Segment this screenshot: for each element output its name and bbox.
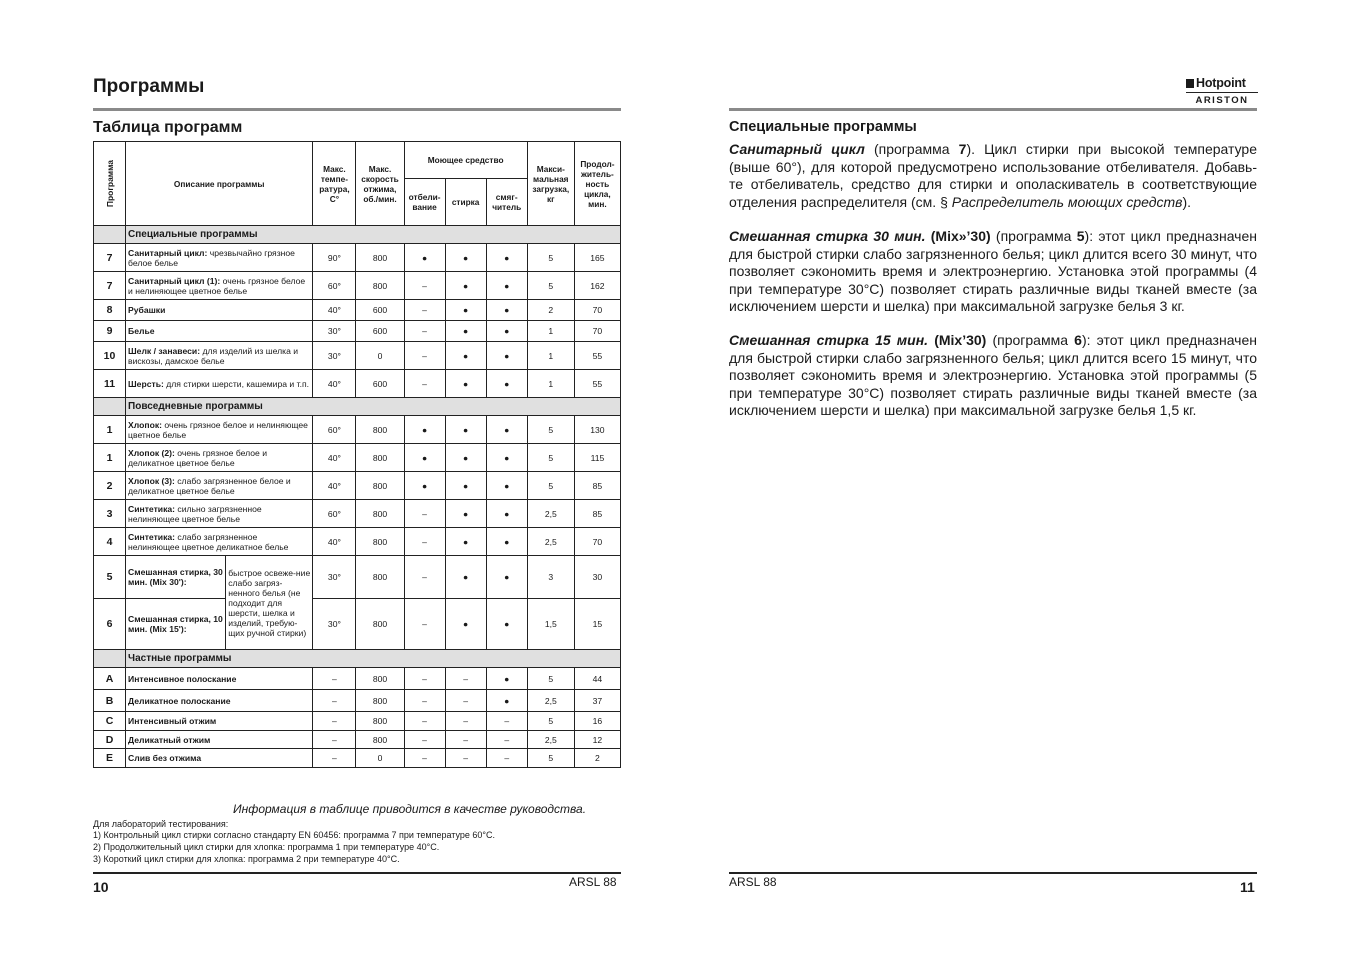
program-number: B xyxy=(94,690,126,712)
table-row xyxy=(94,599,621,650)
table-cell: 55 xyxy=(574,342,620,370)
table-cell: – xyxy=(404,731,445,749)
table-cell: 60° xyxy=(313,500,356,528)
table-cell: 600 xyxy=(356,321,404,342)
table-cell: 0 xyxy=(356,342,404,370)
table-cell: – xyxy=(445,749,486,768)
program-number: 7 xyxy=(94,244,126,272)
footnote-intro: Для лабораторий тестирования: xyxy=(93,819,229,829)
footnote-1: 1) Контрольный цикл стирки согласно стандарту EN 60456: программа 7 при температуре 60°C. xyxy=(93,830,496,840)
table-cell: 85 xyxy=(574,500,620,528)
table-cell: 2 xyxy=(527,300,574,321)
table-cell: ● xyxy=(486,599,527,650)
table-cell: 30° xyxy=(313,342,356,370)
program-number: 4 xyxy=(94,528,126,556)
table-cell: 40° xyxy=(313,528,356,556)
program-description: Синтетика: сильно загрязненное нелиняющее цветное белье xyxy=(126,500,313,528)
table-cell: 800 xyxy=(356,272,404,300)
table-cell: 800 xyxy=(356,690,404,712)
table-cell: 2,5 xyxy=(527,731,574,749)
program-number: 3 xyxy=(94,500,126,528)
program-number: 11 xyxy=(94,370,126,398)
table-cell: ● xyxy=(445,272,486,300)
table-cell: 60° xyxy=(313,272,356,300)
table-cell: ● xyxy=(486,668,527,690)
table-row xyxy=(94,416,621,444)
table-cell: – xyxy=(404,528,445,556)
table-row xyxy=(94,472,621,500)
header-softener: смяг- читель xyxy=(486,179,527,226)
table-cell: – xyxy=(404,342,445,370)
table-cell: – xyxy=(313,690,356,712)
section-title: Частные программы xyxy=(126,650,621,668)
program-description: Смешанная стирка, 30 мин. (Mix 30'): xyxy=(126,556,226,599)
header-bleach: отбели- вание xyxy=(404,179,445,226)
program-description: Интенсивный отжим xyxy=(126,712,313,731)
table-cell: 800 xyxy=(356,599,404,650)
table-row xyxy=(94,300,621,321)
section-spacer xyxy=(94,650,126,668)
table-cell: 70 xyxy=(574,528,620,556)
table-cell: – xyxy=(404,321,445,342)
program-description: Синтетика: слабо загрязненное нелиняющее цветное деликатное белье xyxy=(126,528,313,556)
table-cell: 800 xyxy=(356,528,404,556)
title-divider xyxy=(93,108,621,111)
section-row xyxy=(94,650,621,668)
page-number-right: 11 xyxy=(1240,879,1255,895)
table-cell: ● xyxy=(486,370,527,398)
table-cell: – xyxy=(404,599,445,650)
table-cell: ● xyxy=(486,444,527,472)
program-number: 2 xyxy=(94,472,126,500)
program-number: E xyxy=(94,749,126,768)
table-cell: – xyxy=(404,712,445,731)
program-description: Деликатный отжим xyxy=(126,731,313,749)
program-description: Шерсть: для стирки шерсти, кашемира и т.п. xyxy=(126,370,313,398)
program-number: 1 xyxy=(94,416,126,444)
table-cell: ● xyxy=(445,342,486,370)
table-cell: 800 xyxy=(356,500,404,528)
table-cell: – xyxy=(404,272,445,300)
section-row xyxy=(94,226,621,244)
table-cell: 800 xyxy=(356,712,404,731)
program-description: Деликатное полоскание xyxy=(126,690,313,712)
table-row xyxy=(94,668,621,690)
section-spacer xyxy=(94,398,126,416)
table-cell: 800 xyxy=(356,244,404,272)
paragraph-mix30: Смешанная стирка 30 мин. (Mix»’30) (программа 5): этот цикл предназначен для быстрой стирки слабо загрязненного белья; цикл длится всего 30 минут, что позволяет сэкономить время и электроэнергию. Установка этой программы (4 при температуре 30°C) позволяет стирать различные виды тканей вместе (за исключением шерсти и шелка) при максимальной загрузке белья 3 кг. xyxy=(729,228,1257,314)
table-cell: – xyxy=(404,300,445,321)
table-cell: ● xyxy=(445,556,486,599)
header-program: Программа xyxy=(94,142,126,226)
table-cell: ● xyxy=(445,370,486,398)
table-cell: ● xyxy=(445,500,486,528)
header-duration: Продол- житель- ность цикла, мин. xyxy=(574,142,620,226)
table-title: Таблица программ xyxy=(93,119,243,136)
program-description: Санитарный цикл (1): очень грязное белое и нелиняющее цветное белье xyxy=(126,272,313,300)
table-cell: 16 xyxy=(574,712,620,731)
table-cell: ● xyxy=(486,528,527,556)
table-cell: ● xyxy=(486,690,527,712)
section-row xyxy=(94,398,621,416)
program-description: Смешанная стирка, 10 мин. (Mix 15'): xyxy=(126,599,226,650)
table-cell: 5 xyxy=(527,712,574,731)
program-description: Слив без отжима xyxy=(126,749,313,768)
program-number: A xyxy=(94,668,126,690)
table-row xyxy=(94,712,621,731)
table-cell: 600 xyxy=(356,300,404,321)
table-cell: ● xyxy=(486,472,527,500)
table-cell: 30° xyxy=(313,599,356,650)
table-cell: 40° xyxy=(313,300,356,321)
table-cell: 1,5 xyxy=(527,599,574,650)
table-cell: 1 xyxy=(527,342,574,370)
program-description: Хлопок: очень грязное белое и нелиняющее цветное белье xyxy=(126,416,313,444)
section-title: Специальные программы xyxy=(126,226,621,244)
model-left: ARSL 88 xyxy=(569,875,617,889)
table-cell: 55 xyxy=(574,370,620,398)
table-cell: ● xyxy=(404,444,445,472)
header-speed: Макс. скорость отжима, об./мин. xyxy=(356,142,404,226)
program-number: 7 xyxy=(94,272,126,300)
header-temp: Макс. темпе- ратура, C° xyxy=(313,142,356,226)
table-cell: ● xyxy=(486,342,527,370)
table-cell: – xyxy=(445,690,486,712)
table-cell: – xyxy=(404,690,445,712)
section-spacer xyxy=(94,226,126,244)
table-row xyxy=(94,500,621,528)
table-cell: ● xyxy=(445,321,486,342)
table-cell: – xyxy=(445,712,486,731)
table-cell: 70 xyxy=(574,300,620,321)
table-cell: ● xyxy=(445,300,486,321)
table-cell: 5 xyxy=(527,444,574,472)
program-number: D xyxy=(94,731,126,749)
footer-divider-left xyxy=(93,872,621,874)
header-wash: стирка xyxy=(445,179,486,226)
table-cell: 30° xyxy=(313,321,356,342)
program-description: Интенсивное полоскание xyxy=(126,668,313,690)
header-detergent: Моющее средство xyxy=(404,142,527,179)
table-cell: ● xyxy=(486,321,527,342)
title-divider-right xyxy=(729,108,1257,111)
table-cell: 5 xyxy=(527,244,574,272)
table-cell: 5 xyxy=(527,272,574,300)
table-cell: – xyxy=(404,668,445,690)
table-row xyxy=(94,342,621,370)
program-description: Белье xyxy=(126,321,313,342)
program-number: 10 xyxy=(94,342,126,370)
table-row xyxy=(94,444,621,472)
table-cell: 115 xyxy=(574,444,620,472)
table-cell: 30° xyxy=(313,556,356,599)
table-cell: ● xyxy=(445,472,486,500)
table-cell: 12 xyxy=(574,731,620,749)
program-number: 6 xyxy=(94,599,126,650)
table-cell: ● xyxy=(445,244,486,272)
table-cell: 0 xyxy=(356,749,404,768)
table-cell: 162 xyxy=(574,272,620,300)
table-cell: ● xyxy=(445,599,486,650)
program-number: 5 xyxy=(94,556,126,599)
page-number-left: 10 xyxy=(93,879,109,895)
footer-divider-right xyxy=(729,872,1257,874)
special-programs-title: Специальные программы xyxy=(729,119,917,135)
table-cell: ● xyxy=(404,472,445,500)
program-number: C xyxy=(94,712,126,731)
table-cell: 44 xyxy=(574,668,620,690)
footnote-3: 3) Короткий цикл стирки для хлопка: программа 2 при температуре 40°C. xyxy=(93,854,400,864)
paragraph-mix15: Смешанная стирка 15 мин. (Mix’30) (программа 6): этот цикл предназначен для быстрой стирки слабо загрязненного белья; цикл длится всего 15 минут, что позволяет сэкономить время и электроэнергию. Установка этой программы (5 при температуре 30°C) позволяет стирать различные виды тканей вместе (за исключением шерсти и шелка) при максимальной загрузке белья 1,5 кг. xyxy=(729,332,1257,418)
table-row xyxy=(94,556,621,599)
program-description: Рубашки xyxy=(126,300,313,321)
table-cell: 60° xyxy=(313,416,356,444)
table-cell: – xyxy=(313,668,356,690)
program-description: Хлопок (2): очень грязное белое и деликатное цветное белье xyxy=(126,444,313,472)
table-row xyxy=(94,244,621,272)
table-cell: 800 xyxy=(356,556,404,599)
table-cell: 37 xyxy=(574,690,620,712)
table-row xyxy=(94,370,621,398)
table-cell: ● xyxy=(445,528,486,556)
table-row xyxy=(94,528,621,556)
table-cell: – xyxy=(404,556,445,599)
table-cell: 40° xyxy=(313,370,356,398)
table-cell: 2,5 xyxy=(527,528,574,556)
table-cell: 800 xyxy=(356,444,404,472)
table-cell: 1 xyxy=(527,321,574,342)
table-cell: 15 xyxy=(574,599,620,650)
table-cell: 70 xyxy=(574,321,620,342)
table-cell: – xyxy=(404,370,445,398)
programs-table xyxy=(93,141,621,768)
table-cell: 40° xyxy=(313,472,356,500)
table-cell: ● xyxy=(486,300,527,321)
header-description: Описание программы xyxy=(126,142,313,226)
model-right: ARSL 88 xyxy=(729,875,777,889)
mix-note: быстрое освеже-ние слабо загряз-ненного белья (не подходит для шерсти, шелка и изделий, требую-щих ручной стирки) xyxy=(226,556,313,650)
table-cell: 800 xyxy=(356,472,404,500)
table-cell: 800 xyxy=(356,416,404,444)
section-title: Повседневные программы xyxy=(126,398,621,416)
table-cell: ● xyxy=(445,416,486,444)
table-cell: – xyxy=(445,731,486,749)
paragraph-sanitary: Санитарный цикл (программа 7). Цикл стирки при высокой температуре (выше 60°), для которой предусмотрено использование отбеливателя. Добавь-те отбеливатель, средство для стирки и ополаскиватель в соответствующие отделения распределителя (см. § Распределитель моющих средств). xyxy=(729,141,1257,210)
table-cell: 3 xyxy=(527,556,574,599)
table-cell: ● xyxy=(404,416,445,444)
table-cell: ● xyxy=(486,272,527,300)
footnote-2: 2) Продолжительный цикл стирки для хлопка: программа 1 при температуре 40°C. xyxy=(93,842,440,852)
table-row xyxy=(94,321,621,342)
table-cell: 800 xyxy=(356,731,404,749)
table-cell: ● xyxy=(445,444,486,472)
table-cell: – xyxy=(486,712,527,731)
table-cell: 40° xyxy=(313,444,356,472)
program-number: 1 xyxy=(94,444,126,472)
table-note: Информация в таблице приводится в качестве руководства. xyxy=(233,802,587,816)
table-cell: 165 xyxy=(574,244,620,272)
table-cell: 1 xyxy=(527,370,574,398)
table-cell: ● xyxy=(486,500,527,528)
program-description: Шелк / занавеси: для изделий из шелка и вискозы, дамское белье xyxy=(126,342,313,370)
brand-logo: Hotpoint ARISTON xyxy=(1186,76,1258,106)
program-number: 9 xyxy=(94,321,126,342)
table-cell: – xyxy=(486,749,527,768)
table-row xyxy=(94,690,621,712)
table-cell: – xyxy=(404,749,445,768)
table-cell: 5 xyxy=(527,668,574,690)
table-cell: 5 xyxy=(527,416,574,444)
table-cell: ● xyxy=(486,416,527,444)
table-cell: 2,5 xyxy=(527,690,574,712)
table-cell: 600 xyxy=(356,370,404,398)
table-cell: – xyxy=(313,712,356,731)
table-cell: – xyxy=(313,731,356,749)
table-row xyxy=(94,749,621,768)
table-cell: 2,5 xyxy=(527,500,574,528)
program-description: Санитарный цикл: чрезвычайно грязное белое белье xyxy=(126,244,313,272)
table-cell: ● xyxy=(404,244,445,272)
table-cell: 90° xyxy=(313,244,356,272)
table-row xyxy=(94,272,621,300)
page-title: Программы xyxy=(93,76,205,97)
table-cell: – xyxy=(486,731,527,749)
table-cell: – xyxy=(404,500,445,528)
header-load: Макси- мальная загрузка, кг xyxy=(527,142,574,226)
table-cell: – xyxy=(445,668,486,690)
program-number: 8 xyxy=(94,300,126,321)
program-description: Хлопок (3): слабо загрязненное белое и деликатное цветное белье xyxy=(126,472,313,500)
table-cell: 2 xyxy=(574,749,620,768)
table-row xyxy=(94,731,621,749)
table-cell: 800 xyxy=(356,668,404,690)
logo-mark-icon xyxy=(1186,79,1194,88)
table-cell: ● xyxy=(486,244,527,272)
table-cell: 5 xyxy=(527,749,574,768)
table-cell: 85 xyxy=(574,472,620,500)
table-cell: – xyxy=(313,749,356,768)
table-cell: 5 xyxy=(527,472,574,500)
table-cell: 130 xyxy=(574,416,620,444)
table-cell: ● xyxy=(486,556,527,599)
table-cell: 30 xyxy=(574,556,620,599)
